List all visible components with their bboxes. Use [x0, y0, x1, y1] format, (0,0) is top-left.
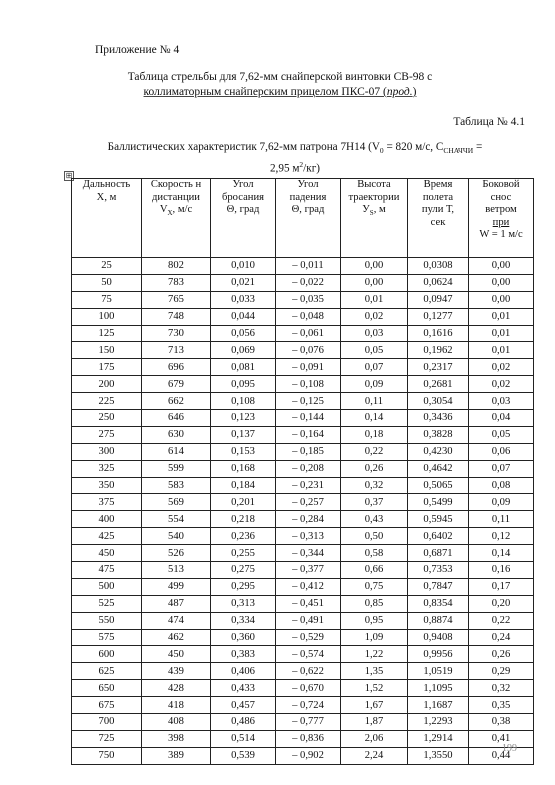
table-cell: 0,275	[211, 562, 276, 579]
table-cell: 1,52	[341, 680, 408, 697]
table-cell: 0,168	[211, 460, 276, 477]
table-cell: 802	[142, 258, 211, 275]
table-cell: 0,108	[211, 393, 276, 410]
table-cell: 450	[72, 545, 142, 562]
caption-line-2	[60, 158, 530, 176]
table-row	[72, 697, 534, 714]
table-row	[72, 426, 534, 443]
table-row	[72, 308, 534, 325]
table-cell: 513	[142, 562, 211, 579]
table-cell: 175	[72, 359, 142, 376]
table-cell: 425	[72, 528, 142, 545]
table-cell: – 0,670	[276, 680, 341, 697]
table-row	[72, 342, 534, 359]
table-cell: 0,00	[469, 258, 534, 275]
title-line-2-italic: прод.	[386, 86, 413, 98]
table-cell: – 0,257	[276, 494, 341, 511]
table-cell: – 0,902	[276, 747, 341, 764]
table-cell: 0,486	[211, 714, 276, 731]
table-cell: – 0,048	[276, 308, 341, 325]
table-move-handle-icon[interactable]: ⊞	[65, 171, 73, 180]
table-cell: 0,66	[341, 562, 408, 579]
table-cell: 0,00	[341, 274, 408, 291]
table-cell: 0,153	[211, 443, 276, 460]
table-cell: 625	[72, 663, 142, 680]
table-cell: 0,22	[469, 612, 534, 629]
table-cell: – 0,185	[276, 443, 341, 460]
table-cell: 0,26	[469, 646, 534, 663]
table-cell: 0,09	[341, 376, 408, 393]
table-row	[72, 595, 534, 612]
table-cell: 1,2914	[408, 730, 469, 747]
table-cell: 0,7847	[408, 578, 469, 595]
table-cell: 0,295	[211, 578, 276, 595]
table-cell: 0,184	[211, 477, 276, 494]
table-cell: 0,03	[469, 393, 534, 410]
table-cell: 750	[72, 747, 142, 764]
page-number: 199	[502, 743, 517, 754]
table-row	[72, 545, 534, 562]
table-cell: 630	[142, 426, 211, 443]
table-cell: 525	[72, 595, 142, 612]
table-cell: 0,02	[469, 376, 534, 393]
table-cell: 0,5499	[408, 494, 469, 511]
ballistics-table	[71, 178, 534, 765]
table-cell: 0,3828	[408, 426, 469, 443]
table-cell: 0,137	[211, 426, 276, 443]
table-cell: 0,20	[469, 595, 534, 612]
table-cell: 275	[72, 426, 142, 443]
table-cell: 0,3436	[408, 410, 469, 427]
table-cell: 100	[72, 308, 142, 325]
table-cell: 646	[142, 410, 211, 427]
table-cell: 2,06	[341, 730, 408, 747]
table-cell: 0,6871	[408, 545, 469, 562]
table-cell: 1,67	[341, 697, 408, 714]
table-cell: – 0,208	[276, 460, 341, 477]
caption-v-subscript: 0	[379, 146, 384, 156]
table-cell: 0,22	[341, 443, 408, 460]
table-cell: 599	[142, 460, 211, 477]
table-cell: 725	[72, 730, 142, 747]
table-cell: – 0,574	[276, 646, 341, 663]
table-cell: 0,010	[211, 258, 276, 275]
caption-text-2: = 820 м/с, С	[383, 141, 444, 153]
table-header-row	[72, 179, 534, 258]
table-row	[72, 528, 534, 545]
caption-text-4: 2,95 м	[269, 162, 300, 175]
table-cell: 600	[72, 646, 142, 663]
table-cell: – 0,777	[276, 714, 341, 731]
table-cell: 0,8354	[408, 595, 469, 612]
table-number: Таблица № 4.1	[453, 116, 525, 128]
header-wind-drift: Боковой снос ветром при W = 1 м/с	[469, 179, 534, 258]
table-cell: – 0,412	[276, 578, 341, 595]
table-cell: 0,433	[211, 680, 276, 697]
table-cell: 0,11	[341, 393, 408, 410]
table-cell: 0,081	[211, 359, 276, 376]
table-cell: – 0,622	[276, 663, 341, 680]
table-cell: 0,14	[469, 545, 534, 562]
table-cell: 713	[142, 342, 211, 359]
table-cell: – 0,164	[276, 426, 341, 443]
table-cell: – 0,451	[276, 595, 341, 612]
table-cell: 225	[72, 393, 142, 410]
caption-c-subscript: СНАЧЧИ	[443, 146, 474, 156]
table-cell: 0,26	[341, 460, 408, 477]
table-cell: 0,056	[211, 325, 276, 342]
table-cell: – 0,231	[276, 477, 341, 494]
table-row	[72, 494, 534, 511]
table-cell: 0,01	[469, 308, 534, 325]
table-row	[72, 714, 534, 731]
table-cell: 25	[72, 258, 142, 275]
table-cell: 0,1616	[408, 325, 469, 342]
table-row	[72, 443, 534, 460]
table-cell: 0,00	[341, 258, 408, 275]
table-cell: 0,95	[341, 612, 408, 629]
table-cell: 550	[72, 612, 142, 629]
table-cell: 398	[142, 730, 211, 747]
table-cell: 0,021	[211, 274, 276, 291]
table-cell: 418	[142, 697, 211, 714]
table-cell: 0,05	[341, 342, 408, 359]
table-cell: 0,0624	[408, 274, 469, 291]
table-cell: 569	[142, 494, 211, 511]
table-cell: 0,7353	[408, 562, 469, 579]
table-cell: 0,9408	[408, 629, 469, 646]
table-cell: – 0,108	[276, 376, 341, 393]
table-cell: 0,539	[211, 747, 276, 764]
table-cell: 50	[72, 274, 142, 291]
table-cell: 0,02	[341, 308, 408, 325]
table-cell: – 0,144	[276, 410, 341, 427]
table-cell: 540	[142, 528, 211, 545]
table-cell: 0,07	[469, 460, 534, 477]
table-cell: 0,5065	[408, 477, 469, 494]
table-cell: 765	[142, 291, 211, 308]
table-cell: 389	[142, 747, 211, 764]
table-cell: 0,4230	[408, 443, 469, 460]
table-cell: 0,255	[211, 545, 276, 562]
table-row	[72, 325, 534, 342]
table-cell: 0,24	[469, 629, 534, 646]
table-cell: 0,5945	[408, 511, 469, 528]
table-cell: – 0,491	[276, 612, 341, 629]
table-cell: 662	[142, 393, 211, 410]
header-trajectory-height: Высота траектории $У_S$, м	[341, 179, 408, 258]
table-cell: 0,383	[211, 646, 276, 663]
table-cell: 325	[72, 460, 142, 477]
table-cell: 0,18	[341, 426, 408, 443]
table-cell: 200	[72, 376, 142, 393]
table-cell: 250	[72, 410, 142, 427]
table-cell: 125	[72, 325, 142, 342]
table-row	[72, 258, 534, 275]
table-cell: 0,406	[211, 663, 276, 680]
table-row	[72, 410, 534, 427]
table-cell: 0,11	[469, 511, 534, 528]
table-cell: 0,06	[469, 443, 534, 460]
table-cell: – 0,377	[276, 562, 341, 579]
table-cell: 1,22	[341, 646, 408, 663]
table-cell: 748	[142, 308, 211, 325]
table-cell: 575	[72, 629, 142, 646]
table-row	[72, 730, 534, 747]
table-cell: 0,514	[211, 730, 276, 747]
table-cell: – 0,529	[276, 629, 341, 646]
title-line-2-end: )	[412, 86, 417, 98]
table-row	[72, 663, 534, 680]
table-cell: – 0,022	[276, 274, 341, 291]
table-cell: 0,08	[469, 477, 534, 494]
caption-text-3: =	[473, 141, 483, 153]
table-cell: 1,2293	[408, 714, 469, 731]
table-cell: 75	[72, 291, 142, 308]
table-cell: 475	[72, 562, 142, 579]
table-cell: 0,05	[469, 426, 534, 443]
table-cell: 0,2317	[408, 359, 469, 376]
table-cell: 0,03	[341, 325, 408, 342]
table-cell: 0,069	[211, 342, 276, 359]
table-cell: 1,87	[341, 714, 408, 731]
header-impact-angle: Угол падения Θ, град	[276, 179, 341, 258]
table-row	[72, 291, 534, 308]
table-cell: 0,457	[211, 697, 276, 714]
table-row	[72, 393, 534, 410]
table-cell: 0,236	[211, 528, 276, 545]
title-line-2-text: коллиматорным снайперским прицелом ПКС-07 (	[143, 86, 387, 98]
table-cell: 554	[142, 511, 211, 528]
table-cell: 783	[142, 274, 211, 291]
table-cell: – 0,061	[276, 325, 341, 342]
table-cell: 0,218	[211, 511, 276, 528]
table-cell: 0,29	[469, 663, 534, 680]
table-cell: – 0,724	[276, 697, 341, 714]
table-cell: 0,01	[469, 342, 534, 359]
table-cell: 300	[72, 443, 142, 460]
table-cell: – 0,836	[276, 730, 341, 747]
table-cell: 350	[72, 477, 142, 494]
table-cell: 500	[72, 578, 142, 595]
title-line-2	[60, 85, 500, 100]
table-cell: 0,35	[469, 697, 534, 714]
table-cell: 0,75	[341, 578, 408, 595]
table-cell: 0,14	[341, 410, 408, 427]
table-cell: 0,85	[341, 595, 408, 612]
caption-line-1	[60, 140, 530, 158]
table-row	[72, 646, 534, 663]
table-cell: 0,313	[211, 595, 276, 612]
table-cell: 0,02	[469, 359, 534, 376]
table-cell: 0,123	[211, 410, 276, 427]
title-line-1: Таблица стрельбы для 7,62-мм снайперской винтовки СВ-98 с	[127, 71, 433, 83]
table-row	[72, 612, 534, 629]
table-cell: 0,00	[469, 291, 534, 308]
table-cell: 0,3054	[408, 393, 469, 410]
table-cell: 0,00	[469, 274, 534, 291]
table-cell: 0,201	[211, 494, 276, 511]
table-cell: 450	[142, 646, 211, 663]
table-cell: 730	[142, 325, 211, 342]
table-cell: 0,44	[469, 747, 534, 764]
table-cell: 0,38	[469, 714, 534, 731]
table-cell: – 0,076	[276, 342, 341, 359]
table-cell: – 0,011	[276, 258, 341, 275]
table-cell: – 0,125	[276, 393, 341, 410]
table-cell: – 0,091	[276, 359, 341, 376]
table-row	[72, 359, 534, 376]
table-cell: 0,17	[469, 578, 534, 595]
table-cell: 1,3550	[408, 747, 469, 764]
table-caption	[60, 140, 530, 176]
table-cell: 0,4642	[408, 460, 469, 477]
table-row	[72, 376, 534, 393]
table-cell: 499	[142, 578, 211, 595]
table-cell: 0,37	[341, 494, 408, 511]
table-cell: – 0,344	[276, 545, 341, 562]
table-body	[72, 258, 534, 765]
header-departure-angle: Угол бросания Θ, град	[211, 179, 276, 258]
table-cell: 0,07	[341, 359, 408, 376]
table-cell: 0,9956	[408, 646, 469, 663]
table-cell: 614	[142, 443, 211, 460]
table-cell: 487	[142, 595, 211, 612]
table-cell: 0,1277	[408, 308, 469, 325]
table-cell: 462	[142, 629, 211, 646]
table-cell: 0,8874	[408, 612, 469, 629]
table-cell: 1,09	[341, 629, 408, 646]
table-cell: 0,32	[341, 477, 408, 494]
table-cell: 0,04	[469, 410, 534, 427]
table-cell: 0,6402	[408, 528, 469, 545]
table-cell: 400	[72, 511, 142, 528]
table-cell: 696	[142, 359, 211, 376]
table-row	[72, 274, 534, 291]
caption-text-5: /кг)	[303, 162, 321, 175]
table-cell: 0,0308	[408, 258, 469, 275]
table-cell: 583	[142, 477, 211, 494]
table-cell: 150	[72, 342, 142, 359]
document-title	[60, 70, 500, 100]
table-cell: 1,0519	[408, 663, 469, 680]
table-row	[72, 511, 534, 528]
table-cell: – 0,313	[276, 528, 341, 545]
table-cell: 700	[72, 714, 142, 731]
table-row	[72, 477, 534, 494]
table-cell: 650	[72, 680, 142, 697]
table-cell: 1,1687	[408, 697, 469, 714]
table-cell: 0,43	[341, 511, 408, 528]
table-row	[72, 578, 534, 595]
table-cell: 0,2681	[408, 376, 469, 393]
caption-text-1: Баллистических характеристик 7,62-мм патрона 7Н14 (V	[107, 141, 380, 153]
caption-superscript: 2	[299, 160, 304, 170]
table-cell: 0,095	[211, 376, 276, 393]
table-cell: 675	[72, 697, 142, 714]
appendix-heading: Приложение № 4	[95, 44, 180, 56]
table-cell: 0,033	[211, 291, 276, 308]
table-cell: 0,334	[211, 612, 276, 629]
table-cell: 0,50	[341, 528, 408, 545]
table-cell: 408	[142, 714, 211, 731]
header-velocity: Скорость н дистанции $V_X$, м/с	[142, 179, 211, 258]
table-row	[72, 680, 534, 697]
table-cell: 0,0947	[408, 291, 469, 308]
table-cell: 0,09	[469, 494, 534, 511]
table-cell: – 0,035	[276, 291, 341, 308]
table-cell: 0,16	[469, 562, 534, 579]
table-cell: 526	[142, 545, 211, 562]
table-row	[72, 562, 534, 579]
table-cell: 428	[142, 680, 211, 697]
table-cell: 0,58	[341, 545, 408, 562]
table-row	[72, 460, 534, 477]
table-cell: 1,35	[341, 663, 408, 680]
table-cell: 0,360	[211, 629, 276, 646]
table-row	[72, 747, 534, 764]
table-cell: – 0,284	[276, 511, 341, 528]
table-cell: 0,12	[469, 528, 534, 545]
header-flight-time: Время полета пули Т, сек	[408, 179, 469, 258]
table-row	[72, 629, 534, 646]
table-cell: 1,1095	[408, 680, 469, 697]
table-cell: 2,24	[341, 747, 408, 764]
header-range: Дальность Х, м	[72, 179, 142, 258]
table-cell: 0,01	[341, 291, 408, 308]
table-cell: 0,41	[469, 730, 534, 747]
table-cell: 679	[142, 376, 211, 393]
table-cell: 0,01	[469, 325, 534, 342]
table-cell: 439	[142, 663, 211, 680]
table-cell: 375	[72, 494, 142, 511]
table-cell: 0,32	[469, 680, 534, 697]
table-cell: 0,044	[211, 308, 276, 325]
table-cell: 474	[142, 612, 211, 629]
table-cell: 0,1962	[408, 342, 469, 359]
